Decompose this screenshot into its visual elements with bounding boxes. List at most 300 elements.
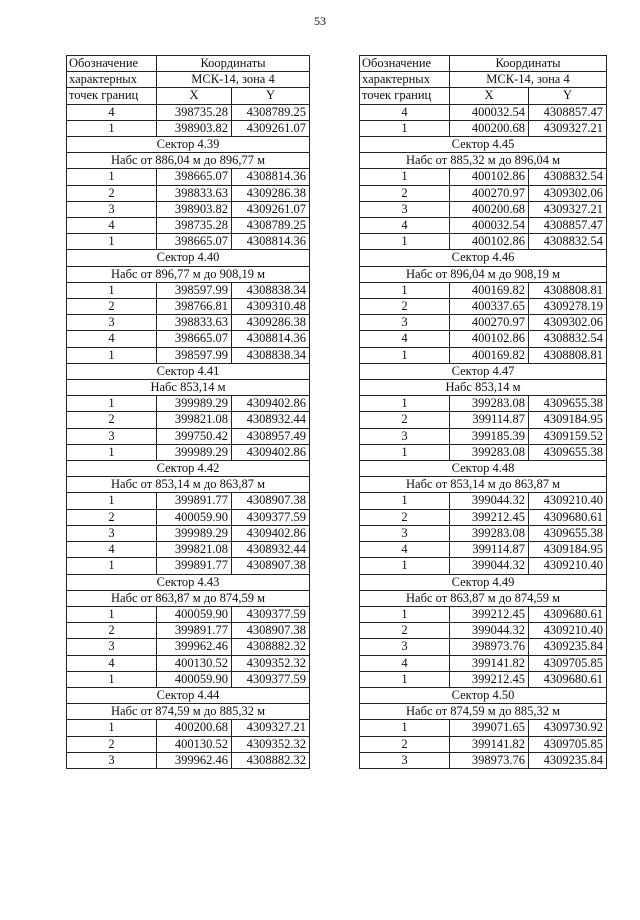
section-title: Сектор 4.49 [360,574,607,590]
y-coordinate: 4309352.32 [232,736,310,752]
table-row [360,282,607,298]
y-coordinate: 4309310.48 [232,299,310,315]
table-row [67,542,310,558]
section-title: Набс 853,14 м [67,380,310,396]
point-id: 4 [360,542,450,558]
table-row [360,752,607,768]
coordinate-system-header: МСК-14, зона 4 [157,72,310,88]
x-header: X [450,88,529,104]
point-id: 4 [360,104,450,120]
x-coordinate: 398973.76 [450,752,529,768]
coordinates-header: Координаты [450,56,607,72]
section-row [67,477,310,493]
table-row [360,623,607,639]
y-coordinate: 4309655.38 [529,396,607,412]
x-coordinate: 398597.99 [157,347,232,363]
table-row [67,655,310,671]
x-coordinate: 400102.86 [450,169,529,185]
table-row [67,331,310,347]
x-coordinate: 398665.07 [157,331,232,347]
y-coordinate: 4309352.32 [232,655,310,671]
x-coordinate: 399989.29 [157,525,232,541]
table-row [360,104,607,120]
y-coordinate: 4309278.19 [529,299,607,315]
y-coordinate: 4309377.59 [232,671,310,687]
x-coordinate: 399071.65 [450,720,529,736]
section-title: Сектор 4.47 [360,363,607,379]
table-row [67,169,310,185]
coordinate-system-header: МСК-14, зона 4 [450,72,607,88]
x-coordinate: 399212.45 [450,606,529,622]
point-id: 2 [67,509,157,525]
x-header: X [157,88,232,104]
point-id: 3 [360,428,450,444]
point-id: 4 [360,331,450,347]
y-coordinate: 4308932.44 [232,412,310,428]
x-coordinate: 398597.99 [157,282,232,298]
x-coordinate: 399283.08 [450,396,529,412]
y-coordinate: 4308832.54 [529,234,607,250]
y-coordinate: 4309159.52 [529,428,607,444]
section-title: Набс от 885,32 м до 896,04 м [360,153,607,169]
point-id: 3 [360,752,450,768]
table-row [360,558,607,574]
point-id: 1 [360,444,450,460]
point-id: 1 [67,671,157,687]
section-title: Набс от 853,14 м до 863,87 м [360,477,607,493]
point-id: 2 [360,185,450,201]
y-coordinate: 4309210.40 [529,493,607,509]
table-row [67,509,310,525]
table-row [360,396,607,412]
table-body [67,56,310,769]
point-id: 2 [360,623,450,639]
point-id: 4 [360,218,450,234]
point-id: 1 [360,720,450,736]
table-row [67,299,310,315]
x-coordinate: 398973.76 [450,639,529,655]
table-row [360,525,607,541]
section-row [67,590,310,606]
point-id: 3 [360,315,450,331]
point-id: 3 [67,428,157,444]
point-id: 1 [67,234,157,250]
table-row [67,444,310,460]
x-coordinate: 399283.08 [450,444,529,460]
point-id: 4 [67,655,157,671]
table-row [360,671,607,687]
point-id: 4 [360,655,450,671]
table-row [360,736,607,752]
y-coordinate: 4309286.38 [232,185,310,201]
header-row [360,72,607,88]
section-title: Набс от 896,04 м до 908,19 м [360,266,607,282]
point-id: 1 [67,169,157,185]
y-coordinate: 4309302.06 [529,185,607,201]
section-row [67,380,310,396]
header-row [67,56,310,72]
point-id: 4 [67,331,157,347]
y-coordinate: 4308814.36 [232,331,310,347]
point-id: 1 [360,396,450,412]
point-id: 1 [360,169,450,185]
point-id: 3 [67,639,157,655]
x-coordinate: 399212.45 [450,671,529,687]
section-title: Набс от 863,87 м до 874,59 м [67,590,310,606]
section-title: Набс от 874,59 м до 885,32 м [67,704,310,720]
table-row [360,606,607,622]
table-row [67,558,310,574]
y-coordinate: 4308907.38 [232,623,310,639]
x-coordinate: 399962.46 [157,639,232,655]
y-coordinate: 4309402.86 [232,396,310,412]
section-title: Сектор 4.41 [67,363,310,379]
section-title: Сектор 4.43 [67,574,310,590]
header-row [360,88,607,104]
table-row [67,347,310,363]
section-row [67,363,310,379]
coordinate-table-right [359,55,607,769]
point-id: 2 [67,185,157,201]
x-coordinate: 399821.08 [157,412,232,428]
x-coordinate: 399283.08 [450,525,529,541]
point-id: 1 [67,347,157,363]
x-coordinate: 399750.42 [157,428,232,444]
table-row [67,282,310,298]
x-coordinate: 400032.54 [450,104,529,120]
x-coordinate: 400169.82 [450,282,529,298]
table-row [67,639,310,655]
y-coordinate: 4309680.61 [529,606,607,622]
y-header: Y [232,88,310,104]
y-coordinate: 4309655.38 [529,525,607,541]
point-id: 3 [67,201,157,217]
y-coordinate: 4308882.32 [232,752,310,768]
section-row [360,687,607,703]
section-row [67,704,310,720]
section-row [67,266,310,282]
section-row [67,574,310,590]
table-row [360,218,607,234]
x-coordinate: 398735.28 [157,104,232,120]
section-title: Набс от 853,14 м до 863,87 м [67,477,310,493]
table-row [67,752,310,768]
section-row [360,380,607,396]
section-title: Набс 853,14 м [360,380,607,396]
section-row [360,461,607,477]
section-title: Сектор 4.40 [67,250,310,266]
table-row [360,169,607,185]
table-row [67,396,310,412]
table-row [67,412,310,428]
point-id: 1 [360,282,450,298]
section-row [360,250,607,266]
coordinates-header: Координаты [157,56,310,72]
y-coordinate: 4309730.92 [529,720,607,736]
section-row [360,704,607,720]
x-coordinate: 399141.82 [450,655,529,671]
section-title: Набс от 886,04 м до 896,77 м [67,153,310,169]
table-row [360,444,607,460]
point-id: 1 [67,720,157,736]
y-coordinate: 4309377.59 [232,606,310,622]
x-coordinate: 399044.32 [450,558,529,574]
point-id: 2 [67,623,157,639]
x-coordinate: 400169.82 [450,347,529,363]
point-id: 2 [360,299,450,315]
points-header: точек границ [360,88,450,104]
y-coordinate: 4309286.38 [232,315,310,331]
y-coordinate: 4308907.38 [232,493,310,509]
y-coordinate: 4308814.36 [232,169,310,185]
section-row [360,590,607,606]
x-coordinate: 400102.86 [450,234,529,250]
points-header: Обозначение [67,56,157,72]
point-id: 1 [67,558,157,574]
section-row [360,477,607,493]
table-row [67,623,310,639]
x-coordinate: 400337.65 [450,299,529,315]
y-coordinate: 4308832.54 [529,169,607,185]
y-coordinate: 4309302.06 [529,315,607,331]
point-id: 1 [360,234,450,250]
y-coordinate: 4309327.21 [529,201,607,217]
x-coordinate: 400270.97 [450,315,529,331]
section-title: Сектор 4.45 [360,137,607,153]
header-row [67,72,310,88]
y-coordinate: 4308808.81 [529,282,607,298]
point-id: 1 [360,493,450,509]
table-row [67,315,310,331]
section-row [360,266,607,282]
y-coordinate: 4309327.21 [232,720,310,736]
point-id: 1 [360,606,450,622]
y-coordinate: 4309184.95 [529,542,607,558]
y-coordinate: 4309235.84 [529,752,607,768]
point-id: 2 [360,736,450,752]
point-id: 3 [67,315,157,331]
x-coordinate: 400059.90 [157,606,232,622]
points-header: характерных [67,72,157,88]
y-coordinate: 4309261.07 [232,120,310,136]
x-coordinate: 399044.32 [450,623,529,639]
x-coordinate: 398665.07 [157,234,232,250]
table-row [360,201,607,217]
y-coordinate: 4309680.61 [529,509,607,525]
x-coordinate: 399989.29 [157,444,232,460]
table-row [67,428,310,444]
table-row [67,120,310,136]
x-coordinate: 399891.77 [157,558,232,574]
table-row [67,671,310,687]
table-row [67,218,310,234]
point-id: 1 [360,120,450,136]
y-coordinate: 4308838.34 [232,282,310,298]
header-row [360,56,607,72]
point-id: 1 [67,120,157,136]
y-coordinate: 4308857.47 [529,104,607,120]
y-coordinate: 4308838.34 [232,347,310,363]
section-row [67,250,310,266]
x-coordinate: 398766.81 [157,299,232,315]
x-coordinate: 399044.32 [450,493,529,509]
y-coordinate: 4308957.49 [232,428,310,444]
x-coordinate: 399962.46 [157,752,232,768]
x-coordinate: 399114.87 [450,542,529,558]
table-row [360,234,607,250]
point-id: 1 [67,396,157,412]
point-id: 2 [67,736,157,752]
y-coordinate: 4309655.38 [529,444,607,460]
table-row [67,606,310,622]
x-coordinate: 400102.86 [450,331,529,347]
table-row [360,412,607,428]
section-title: Сектор 4.50 [360,687,607,703]
x-coordinate: 398735.28 [157,218,232,234]
table-row [360,428,607,444]
x-coordinate: 398903.82 [157,120,232,136]
y-coordinate: 4309680.61 [529,671,607,687]
y-coordinate: 4308789.25 [232,104,310,120]
x-coordinate: 400200.68 [450,120,529,136]
y-coordinate: 4308907.38 [232,558,310,574]
x-coordinate: 400200.68 [450,201,529,217]
table-row [67,234,310,250]
x-coordinate: 399114.87 [450,412,529,428]
section-row [360,574,607,590]
section-row [360,363,607,379]
table-row [67,104,310,120]
section-row [360,137,607,153]
section-row [360,153,607,169]
x-coordinate: 398833.63 [157,185,232,201]
table-row [360,639,607,655]
x-coordinate: 400059.90 [157,509,232,525]
section-title: Набс от 896,77 м до 908,19 м [67,266,310,282]
table-body [360,56,607,769]
x-coordinate: 399891.77 [157,623,232,639]
x-coordinate: 400270.97 [450,185,529,201]
point-id: 1 [67,444,157,460]
y-coordinate: 4308832.54 [529,331,607,347]
y-coordinate: 4308882.32 [232,639,310,655]
x-coordinate: 399821.08 [157,542,232,558]
x-coordinate: 400059.90 [157,671,232,687]
y-coordinate: 4308857.47 [529,218,607,234]
point-id: 2 [67,412,157,428]
section-row [67,461,310,477]
point-id: 3 [360,639,450,655]
point-id: 2 [67,299,157,315]
y-coordinate: 4309705.85 [529,736,607,752]
point-id: 1 [360,558,450,574]
table-row [360,347,607,363]
point-id: 4 [67,542,157,558]
y-coordinate: 4309402.86 [232,525,310,541]
point-id: 4 [67,218,157,234]
x-coordinate: 398903.82 [157,201,232,217]
table-row [67,493,310,509]
table-row [67,185,310,201]
table-row [360,315,607,331]
y-coordinate: 4308932.44 [232,542,310,558]
section-title: Сектор 4.46 [360,250,607,266]
y-coordinate: 4309705.85 [529,655,607,671]
page-number: 53 [314,14,326,28]
x-coordinate: 398833.63 [157,315,232,331]
x-coordinate: 399891.77 [157,493,232,509]
table-row [360,655,607,671]
y-coordinate: 4308789.25 [232,218,310,234]
table-row [360,331,607,347]
y-coordinate: 4308814.36 [232,234,310,250]
y-coordinate: 4309210.40 [529,623,607,639]
x-coordinate: 400130.52 [157,736,232,752]
table-row [67,201,310,217]
point-id: 1 [67,282,157,298]
section-row [67,153,310,169]
section-row [67,687,310,703]
header-row [67,88,310,104]
section-title: Набс от 874,59 м до 885,32 м [360,704,607,720]
table-row [360,299,607,315]
point-id: 1 [360,671,450,687]
table-row [360,542,607,558]
table-row [67,720,310,736]
y-coordinate: 4309235.84 [529,639,607,655]
section-row [67,137,310,153]
section-title: Сектор 4.39 [67,137,310,153]
points-header: Обозначение [360,56,450,72]
y-coordinate: 4309377.59 [232,509,310,525]
x-coordinate: 398665.07 [157,169,232,185]
x-coordinate: 399141.82 [450,736,529,752]
section-title: Сектор 4.48 [360,461,607,477]
point-id: 2 [360,509,450,525]
section-title: Сектор 4.42 [67,461,310,477]
table-row [360,509,607,525]
x-coordinate: 400032.54 [450,218,529,234]
point-id: 3 [67,752,157,768]
point-id: 3 [67,525,157,541]
x-coordinate: 400130.52 [157,655,232,671]
section-title: Набс от 863,87 м до 874,59 м [360,590,607,606]
table-row [67,525,310,541]
y-coordinate: 4309402.86 [232,444,310,460]
x-coordinate: 399212.45 [450,509,529,525]
point-id: 4 [67,104,157,120]
point-id: 3 [360,201,450,217]
y-header: Y [529,88,607,104]
points-header: характерных [360,72,450,88]
y-coordinate: 4309184.95 [529,412,607,428]
points-header: точек границ [67,88,157,104]
point-id: 3 [360,525,450,541]
point-id: 1 [67,606,157,622]
x-coordinate: 399989.29 [157,396,232,412]
section-title: Сектор 4.44 [67,687,310,703]
table-row [360,720,607,736]
y-coordinate: 4309327.21 [529,120,607,136]
y-coordinate: 4309261.07 [232,201,310,217]
x-coordinate: 399185.39 [450,428,529,444]
coordinate-table-left [66,55,310,769]
table-row [360,120,607,136]
y-coordinate: 4309210.40 [529,558,607,574]
table-row [360,185,607,201]
x-coordinate: 400200.68 [157,720,232,736]
table-row [360,493,607,509]
